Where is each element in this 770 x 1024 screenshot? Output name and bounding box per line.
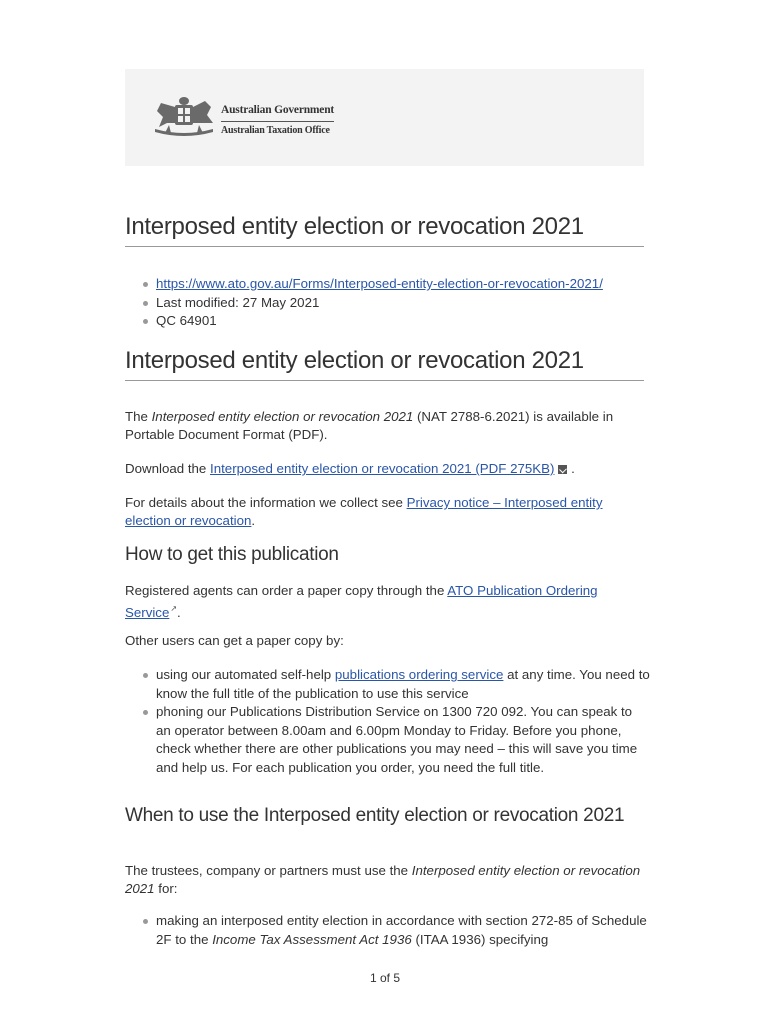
privacy-text-post: . <box>251 512 256 528</box>
intro-text-post: (NAT 2788-6.2021) is available in Portable Document Format (PDF). <box>125 409 614 442</box>
intro-text-pre: The <box>125 409 152 424</box>
trustees-text-post: for: <box>154 880 178 896</box>
publications-ordering-link[interactable]: publications ordering service <box>334 667 504 682</box>
other-users-paragraph: Other users can get a paper copy by: <box>125 633 344 648</box>
list-item <box>125 666 650 703</box>
header-banner <box>125 69 644 166</box>
use-text-pre: making an interposed entity election in accordance with section 272-85 of Schedule 2F to the <box>156 913 647 947</box>
qc-number: QC 64901 <box>156 313 217 328</box>
agency-name: Australian Taxation Office <box>221 125 330 136</box>
page-title: Interposed entity election or revocation 2021 <box>125 213 644 247</box>
page-meta-list <box>125 275 650 331</box>
download-text-post: . <box>567 461 575 476</box>
form-name: Interposed entity election or revocation 2021 <box>151 409 414 424</box>
list-item <box>125 294 650 313</box>
when-to-use-heading: When to use the Interposed entity election or revocation 2021 <box>125 805 625 826</box>
use-text-post: (ITAA 1936) specifying <box>411 931 549 947</box>
bullet-icon <box>143 301 148 306</box>
privacy-paragraph <box>125 494 650 529</box>
download-icon <box>558 465 567 474</box>
option-text-pre: using our automated self-help <box>156 667 335 682</box>
last-modified: Last modified: 27 May 2021 <box>156 294 320 310</box>
trustees-text-pre: The trustees, company or partners must use the <box>125 863 412 878</box>
download-paragraph <box>125 460 650 478</box>
how-to-get-heading: How to get this publication <box>125 544 339 565</box>
agents-text-pre: Registered agents can order a paper copy through the <box>125 583 448 598</box>
agents-text-post: . <box>177 604 181 620</box>
download-text-pre: Download the <box>125 461 211 476</box>
intro-paragraph <box>125 408 650 443</box>
bullet-icon <box>143 710 148 715</box>
list-item <box>125 912 650 949</box>
option-text-post: at any time. You need to know the full title of the publication to use this service <box>156 667 650 701</box>
bullet-icon <box>143 319 148 324</box>
list-item <box>125 275 650 294</box>
ato-ordering-service-link[interactable]: ATO Publication Ordering Service <box>125 583 598 620</box>
list-item <box>125 703 650 777</box>
ordering-options-list <box>125 666 650 777</box>
act-name: Income Tax Assessment Act 1936 <box>212 931 412 947</box>
bullet-icon <box>143 282 148 287</box>
option-text: phoning our Publications Distribution Service on 1300 720 092. You can speak to an operator between 8.00am and 6.00pm Monday to Friday. Before you phone, check whether there are other publications you may need – this will save you time and help us. For each publication you order, you need the full title. <box>156 704 638 775</box>
trustees-paragraph <box>125 862 650 897</box>
privacy-text-pre: For details about the information we collect see <box>125 495 407 510</box>
uses-list <box>125 912 650 949</box>
download-pdf-link[interactable]: Interposed entity election or revocation 2021 (PDF 275KB) <box>210 461 555 476</box>
page-url-link[interactable]: https://www.ato.gov.au/Forms/Interposed-entity-election-or-revocation-2021/ <box>156 276 603 291</box>
privacy-notice-link[interactable]: Privacy notice – Interposed entity election or revocation <box>125 495 603 528</box>
list-item <box>125 312 650 331</box>
bullet-icon <box>143 919 148 924</box>
form-name: Interposed entity election or revocation 2021 <box>125 863 641 896</box>
government-name: Australian Government <box>221 105 334 122</box>
page-number: 1 of 5 <box>369 971 401 985</box>
coat-of-arms-icon <box>151 93 217 139</box>
external-link-icon: ↗ <box>170 603 178 613</box>
section-title: Interposed entity election or revocation 2021 <box>125 347 644 381</box>
agents-paragraph <box>125 582 650 621</box>
bullet-icon <box>143 673 148 678</box>
